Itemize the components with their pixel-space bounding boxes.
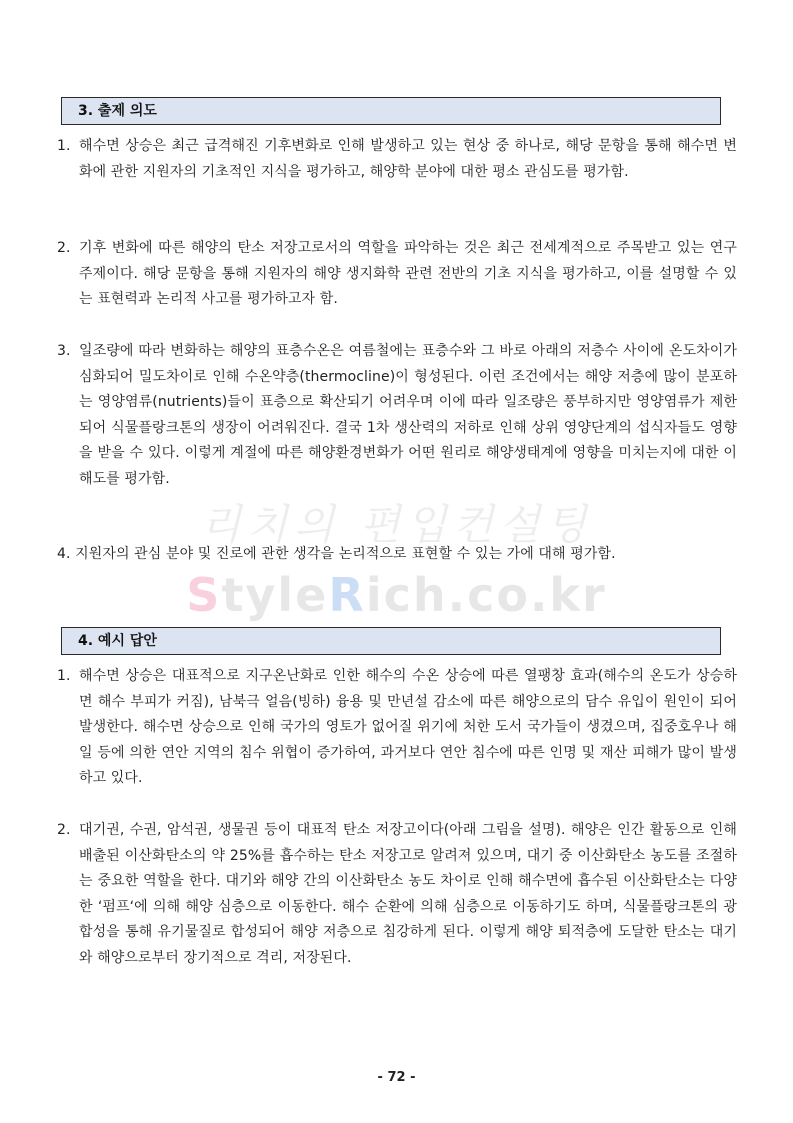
section-3-item-4	[57, 542, 737, 568]
item-number: 1.	[57, 668, 71, 684]
section-3-heading: 3. 출제 의도	[61, 97, 721, 125]
watermark-url-s: S	[186, 568, 222, 622]
watermark-url-part: ich.co.kr	[365, 568, 607, 622]
item-number: 2.	[57, 240, 71, 256]
item-text: 대기권, 수권, 암석권, 생물권 등이 대표적 탄소 저장고이다(아래 그림을 설명). 해양은 인간 활동으로 인해 배출된 이산화탄소의 약 25%를 흡수하는 탄소 저장고로 알려져 있으며, 대기 중 이산화탄소 농도를 조절하는 중요한 역할을 한다. 대기와 해양 간의 이산화탄소 농도 차이로 인해 해수면에 흡수된 이산화탄소는 다양한 ‘펌프‘에 의해 해양 심층으로 이동한다. 해수 순환에 의해 심층으로 이동하기도 하며, 식물플랑크톤의 광합성을 통해 유기물질로 합성되어 해양 저층으로 침강하게 된다. 이렇게 해양 퇴적층에 도달한 탄소는 대기와 해양으로부터 장기적으로 격리, 저장된다.	[79, 822, 737, 966]
section-3-item-1	[57, 134, 737, 185]
watermark-url	[0, 568, 793, 622]
item-number: 3.	[57, 343, 71, 359]
section-4-item-1	[57, 664, 737, 792]
item-text: 해수면 상승은 대표적으로 지구온난화로 인한 해수의 수온 상승에 따른 열팽창 효과(해수의 온도가 상승하면 해수 부피가 커짐), 남북극 얼음(빙하) 융용 및 만년설 감소에 따른 해양으로의 담수 유입이 원인이 되어 발생한다. 해수면 상승으로 인해 국가의 영토가 없어질 위기에 처한 도서 국가들이 생겼으며, 집중호우나 해일 등에 의한 연안 지역의 침수 위협이 증가하여, 과거보다 연안 침수에 따른 인명 및 재산 피해가 많이 발생하고 있다.	[79, 668, 737, 786]
item-number: 1.	[57, 138, 71, 154]
item-text: 4. 지원자의 관심 분야 및 진로에 관한 생각을 논리적으로 표현할 수 있는 가에 대해 평가함.	[57, 546, 616, 562]
watermark-text: 리치의 편입컨설팅	[200, 500, 593, 549]
watermark-url-r: R	[328, 568, 366, 622]
item-number: 2.	[57, 822, 71, 838]
item-text: 일조량에 따라 변화하는 해양의 표층수온은 여름철에는 표층수와 그 바로 아래의 저층수 사이에 온도차이가 심화되어 밀도차이로 인해 수온약층(thermocline)이 형성된다. 이런 조건에서는 해양 저층에 많이 분포하는 영양염류(nutrients)들이 표층으로 확산되기 어려우며 이에 따라 일조량은 풍부하지만 영양염류가 제한되어 식물플랑크톤의 생장이 어려워진다. 결국 1차 생산력의 저하로 인해 상위 영양단계의 섭식자들도 영향을 받을 수 있다. 이렇게 계절에 따른 해양환경변화가 어떤 원리로 해양생태계에 영향을 미치는지에 대한 이해도를 평가함.	[79, 343, 737, 487]
watermark-url-part: tyle	[221, 568, 329, 622]
item-text: 해수면 상승은 최근 급격해진 기후변화로 인해 발생하고 있는 현상 중 하나로, 해당 문항을 통해 해수면 변화에 관한 지원자의 기초적인 지식을 평가하고, 해양학 분야에 대한 평소 관심도를 평가함.	[79, 138, 737, 180]
section-3-item-3	[57, 339, 737, 492]
section-4-item-2	[57, 818, 737, 971]
item-text: 기후 변화에 따른 해양의 탄소 저장고로서의 역할을 파악하는 것은 최근 전세계적으로 주목받고 있는 연구 주제이다. 해당 문항을 통해 지원자의 해양 생지화학 관련 전반의 기초 지식을 평가하고, 이를 설명할 수 있는 표현력과 논리적 사고를 평가하고자 함.	[79, 240, 737, 307]
section-3-item-2	[57, 236, 737, 313]
section-4-heading: 4. 예시 답안	[61, 627, 721, 655]
page-number: - 72 -	[377, 1070, 416, 1085]
